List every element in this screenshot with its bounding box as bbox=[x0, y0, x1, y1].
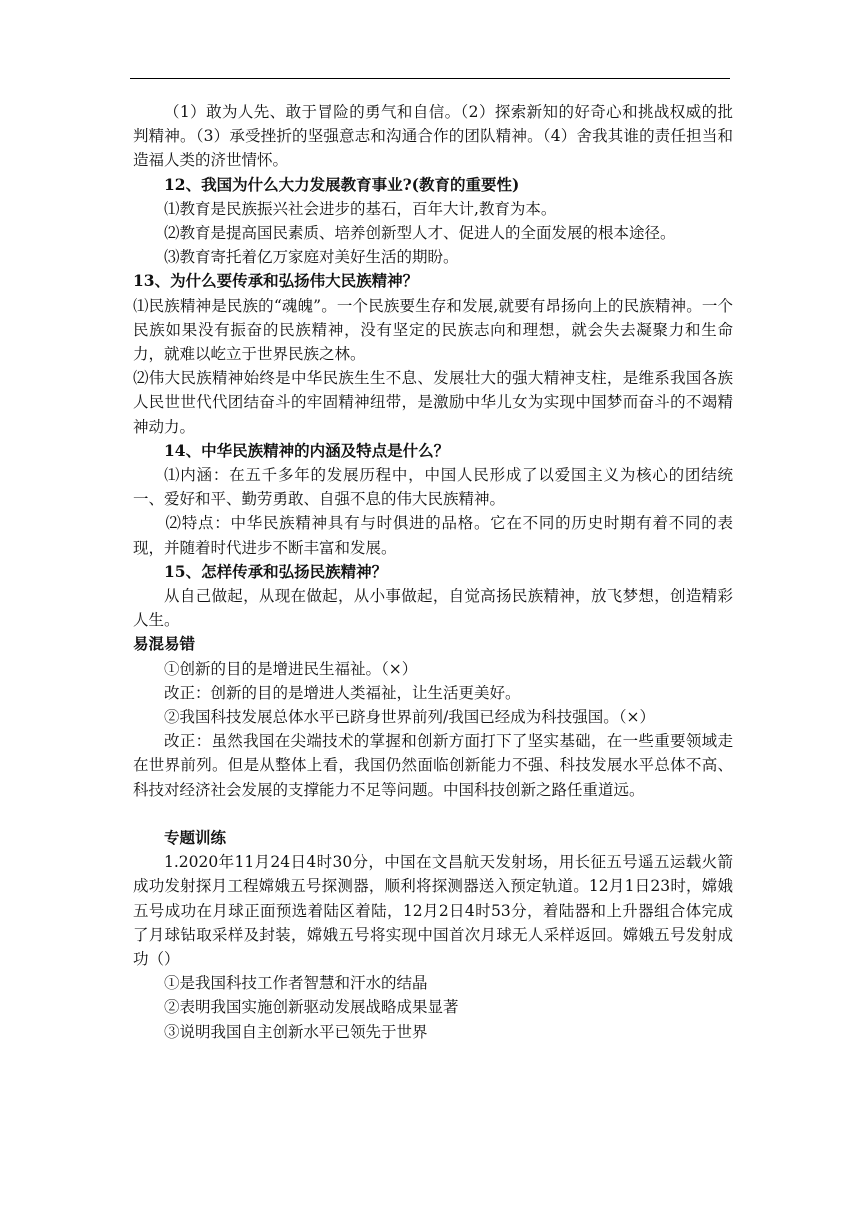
training-option-2: ②表明我国实施创新驱动发展战略成果显著 bbox=[164, 998, 459, 1017]
confusion-item-2-correction: 改正：虽然我国在尖端技术的掌握和创新方面打下了坚实基础，在一些重要领域走在世界前列。但是从整体上看，我国仍然面临创新能力不强、科技发展水平总体不高、科技对经济社会发展的支撑能力不足等问题。中国科技创新之路任重道远。 bbox=[133, 732, 733, 799]
training-section-title: 专题训练 bbox=[164, 827, 227, 847]
question-12-answer-1: ⑴教育是民族振兴社会进步的基石，百年大计,教育为本。 bbox=[164, 199, 557, 218]
confusion-item-2: ②我国科技发展总体水平已跻身世界前列/我国已经成为科技强国。（×） bbox=[164, 708, 655, 727]
question-15-answer: 从自己做起，从现在做起，从小事做起，自觉高扬民族精神，放飞梦想，创造精彩人生。 bbox=[133, 587, 733, 630]
training-option-1: ①是我国科技工作者智慧和汗水的结晶 bbox=[164, 974, 428, 993]
training-question-1: 1.2020年11月24日4时30分，中国在文昌航天发射场，用长征五号遥五运载火箭成功发射探月工程嫦娥五号探测器，顺利将探测器送入预定轨道。12月1日23时，嫦娥五号成功在月球正面预选着陆区着陆，12月2日4时53分，着陆器和上升器组合体完成了月球钻取采样及封装，嫦娥五号将实现中国首次月球无人采样返回。嫦娥五号发射成功（） bbox=[133, 853, 733, 968]
question-13-answer-1: ⑴民族精神是民族的“魂魄”。一个民族要生存和发展,就要有昂扬向上的民族精神。一个民族如果没有振奋的民族精神，没有坚定的民族志向和理想，就会失去凝聚力和生命力，就难以屹立于世界民族之林。 bbox=[133, 296, 733, 364]
question-13-heading: 13、为什么要传承和弘扬伟大民族精神？ bbox=[133, 271, 419, 291]
question-14-answer-2: ⑵特点：中华民族精神具有与时俱进的品格。它在不同的历史时期有着不同的表现，并随着时代进步不断丰富和发展。 bbox=[133, 514, 733, 557]
training-option-3: ③说明我国自主创新水平已领先于世界 bbox=[164, 1022, 428, 1041]
question-12-answer-3: ⑶教育寄托着亿万家庭对美好生活的期盼。 bbox=[164, 248, 459, 267]
document-body bbox=[133, 100, 733, 1044]
question-12-answer-2: ⑵教育是提高国民素质、培养创新型人才、促进人的全面发展的根本途径。 bbox=[164, 224, 676, 243]
section-spacer bbox=[133, 802, 733, 826]
question-12-heading: 12、我国为什么大力发展教育事业?(教育的重要性) bbox=[164, 174, 520, 194]
question-15-heading: 15、怎样传承和弘扬民族精神？ bbox=[164, 561, 388, 581]
confusion-item-1-correction: 改正：创新的目的是增进人类福祉，让生活更美好。 bbox=[164, 683, 521, 702]
innovation-qualities-paragraph: （1）敢为人先、敢于冒险的勇气和自信。（2）探索新知的好奇心和挑战权威的批判精神。（3）承受挫折的坚强意志和沟通合作的团队精神。（4）舍我其谁的责任担当和造福人类的济世情怀。 bbox=[133, 103, 733, 170]
question-13-answer-2: ⑵伟大民族精神始终是中华民族生生不息、发展壮大的强大精神支柱，是维系我国各族人民世世代代团结奋斗的牢固精神纽带，是激励中华儿女为实现中国梦而奋斗的不竭精神动力。 bbox=[133, 369, 733, 436]
confusion-item-1: ①创新的目的是增进民生福祉。（×） bbox=[164, 659, 418, 678]
question-14-answer-1: ⑴内涵：在五千多年的发展历程中，中国人民形成了以爱国主义为核心的团结统一、爱好和平、勤劳勇敢、自强不息的伟大民族精神。 bbox=[133, 466, 733, 509]
header-rule bbox=[130, 78, 730, 79]
question-14-heading: 14、中华民族精神的内涵及特点是什么？ bbox=[164, 440, 450, 460]
confusion-section-title: 易混易错 bbox=[133, 634, 196, 654]
